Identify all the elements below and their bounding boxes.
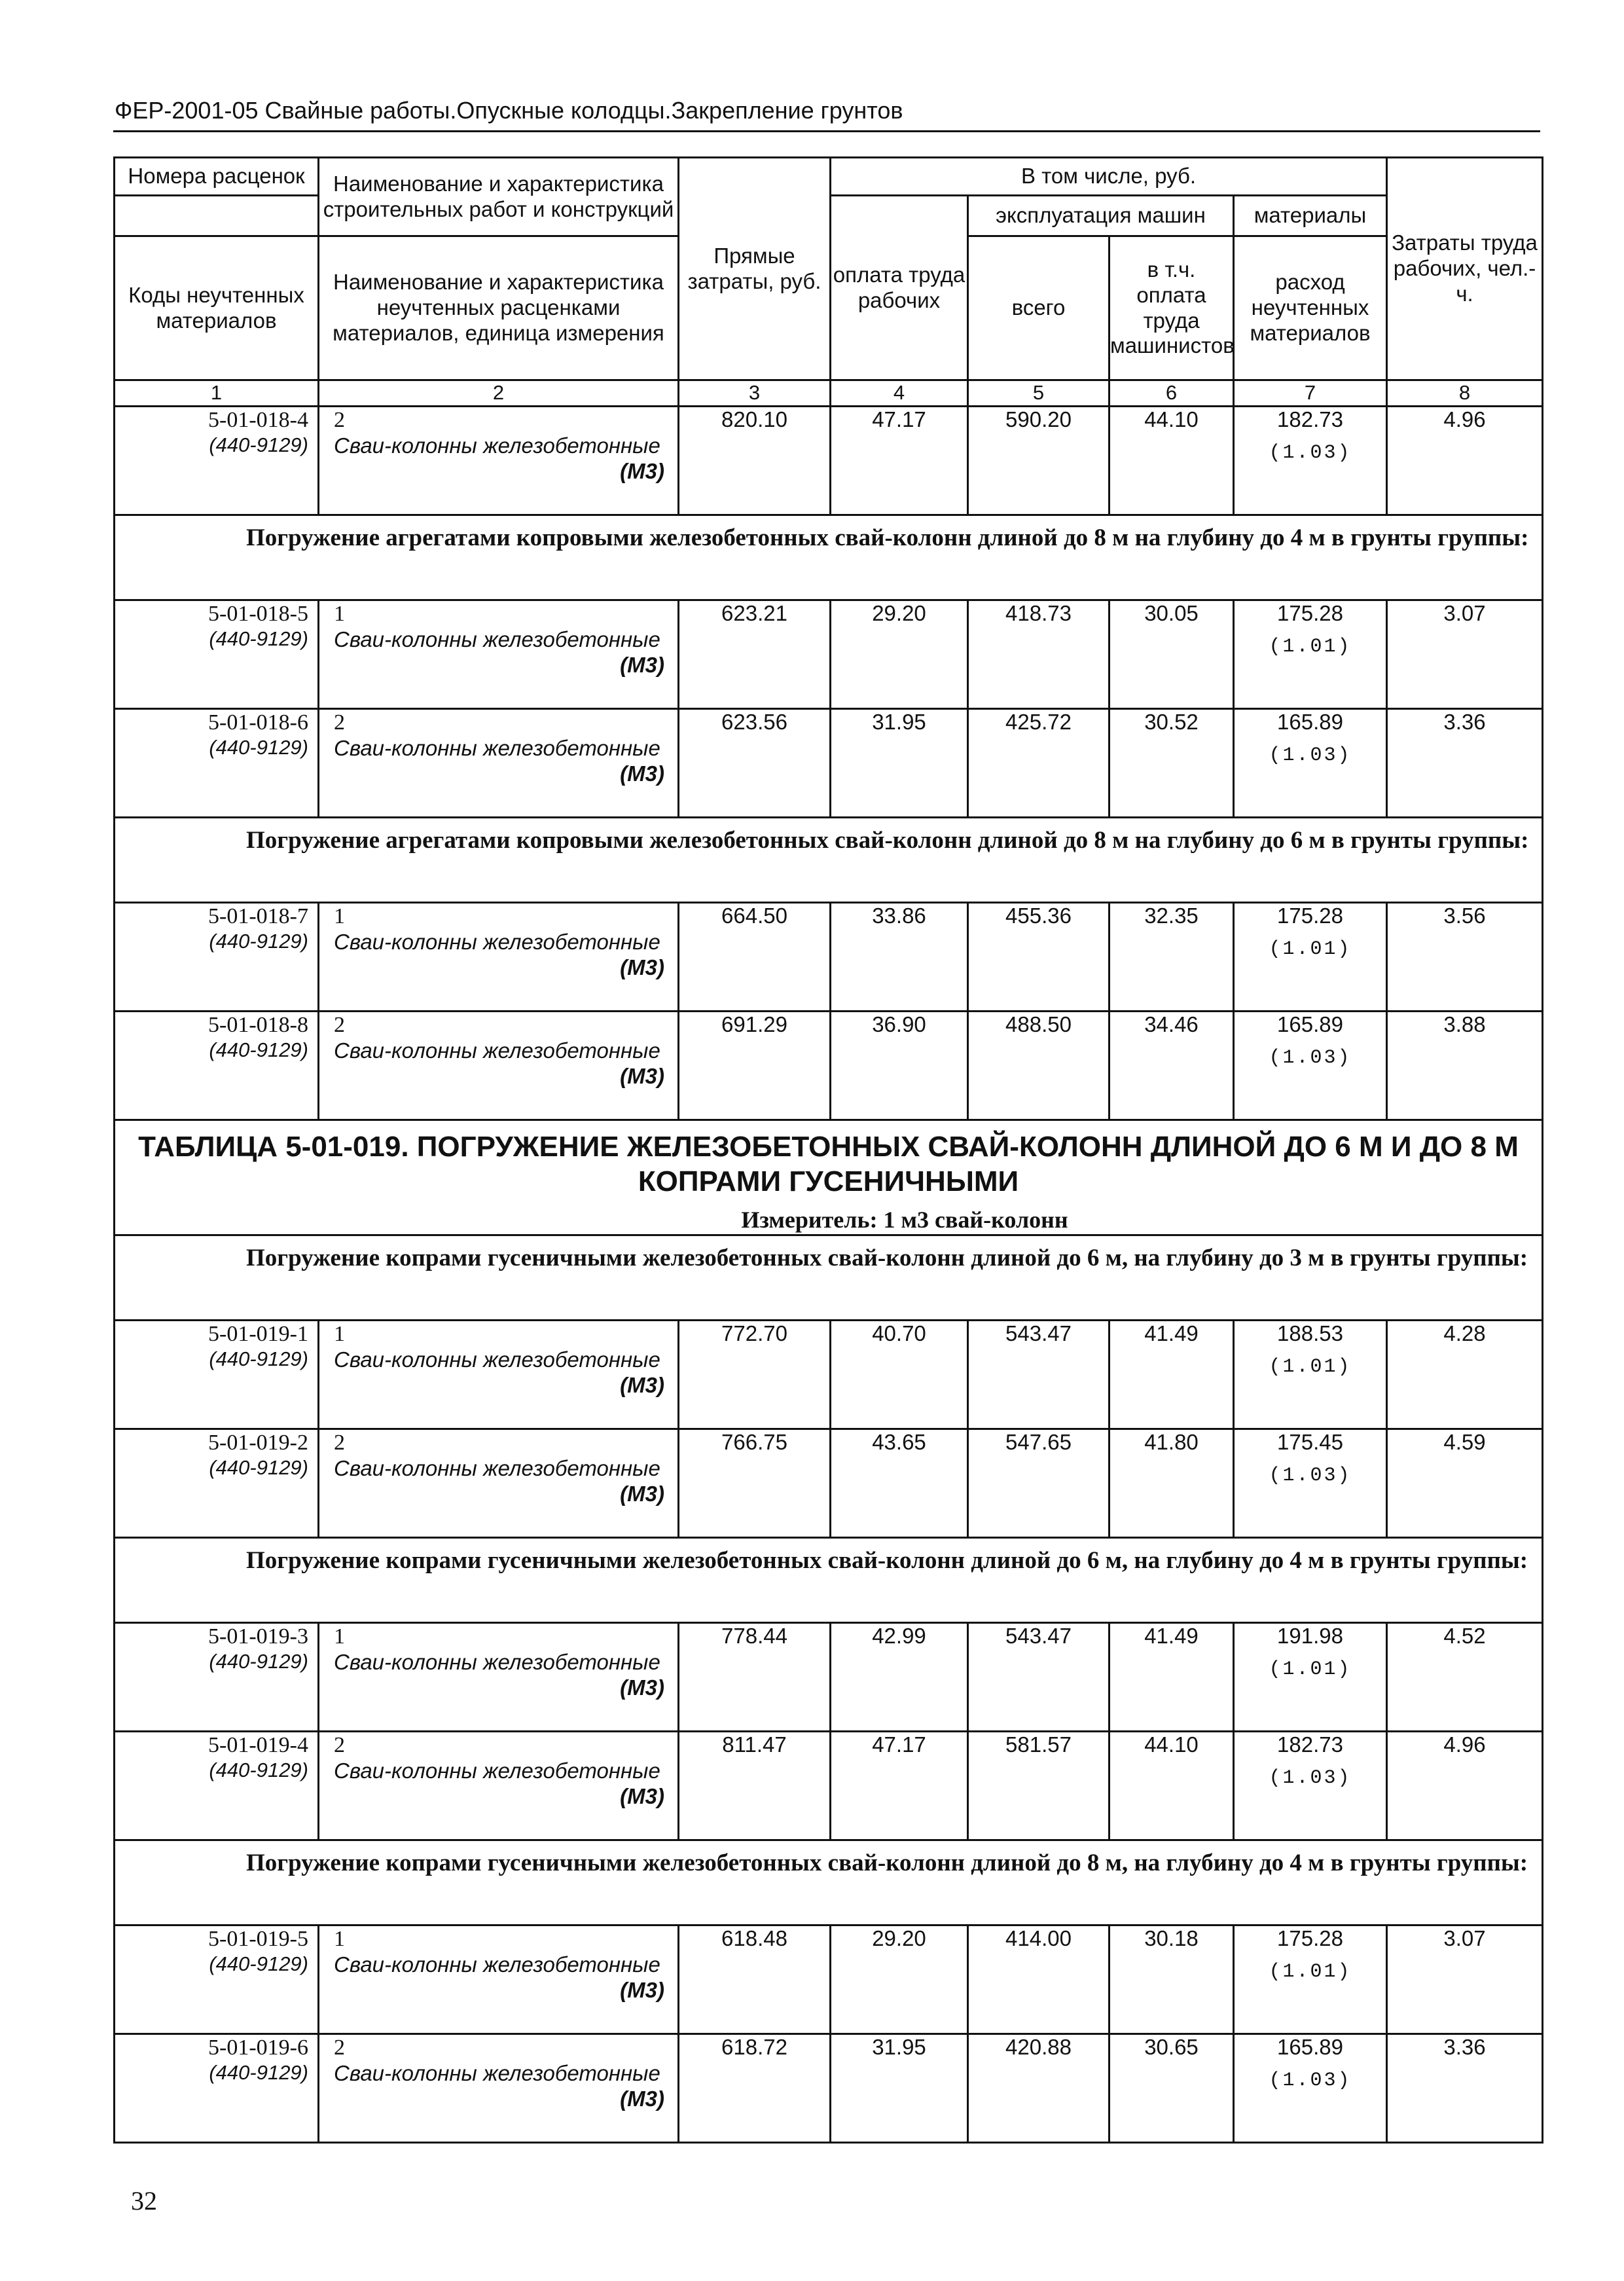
head-material-names: Наименование и характеристика неучтенных расценками материалов, единица измерения — [319, 236, 679, 380]
machinist-cost: 30.05 — [1110, 600, 1234, 709]
direct-cost: 623.56 — [679, 709, 831, 818]
material-coef: (1.03) — [1269, 1766, 1352, 1789]
material-code: (440-9129) — [209, 930, 308, 953]
material-name: Сваи-колонны железобетонные — [334, 736, 660, 761]
material-name: Сваи-колонны железобетонные — [334, 627, 660, 652]
machinist-cost: 41.80 — [1110, 1429, 1234, 1537]
machine-cost: 543.47 — [968, 1320, 1110, 1429]
table-row — [115, 1622, 1543, 1731]
soil-group: 2 — [334, 1430, 345, 1455]
machinist-cost: 41.49 — [1110, 1622, 1234, 1731]
direct-cost: 766.75 — [679, 1429, 831, 1537]
direct-cost: 811.47 — [679, 1731, 831, 1840]
table-title-line2: КОПРАМИ ГУСЕНИЧНЫМИ — [638, 1165, 1019, 1197]
machinist-cost: 44.10 — [1110, 1731, 1234, 1840]
unit: (М3) — [620, 955, 664, 980]
measure-line — [115, 1206, 1542, 1234]
col-number: 6 — [1110, 380, 1234, 407]
labor-cost: 43.65 — [831, 1429, 968, 1537]
labor-cost: 29.20 — [831, 1925, 968, 2034]
page-number: 32 — [131, 2186, 157, 2216]
col-number: 5 — [968, 380, 1110, 407]
header-rule — [113, 130, 1540, 132]
machine-cost: 414.00 — [968, 1925, 1110, 2034]
table-row — [115, 1731, 1543, 1840]
materials-cost: 175.28 — [1277, 1925, 1343, 1950]
price-code: 5-01-019-2 — [208, 1430, 308, 1455]
material-coef: (1.01) — [1269, 635, 1352, 658]
price-code-cell — [115, 407, 319, 515]
soil-group: 1 — [334, 1321, 345, 1346]
direct-cost: 772.70 — [679, 1320, 831, 1429]
machine-cost: 581.57 — [968, 1731, 1110, 1840]
col-number: 1 — [115, 380, 319, 407]
material-code: (440-9129) — [209, 736, 308, 759]
material-name: Сваи-колонны железобетонные — [334, 1455, 660, 1480]
machinist-cost: 30.65 — [1110, 2034, 1234, 2142]
price-code-cell — [115, 1622, 319, 1731]
name-cell — [319, 709, 679, 818]
material-coef: (1.03) — [1269, 441, 1352, 464]
price-code: 5-01-018-6 — [208, 710, 308, 735]
material-name: Сваи-колонны железобетонные — [334, 2060, 660, 2085]
unit: (М3) — [620, 1675, 664, 1700]
col-number: 2 — [319, 380, 679, 407]
materials-cost: 182.73 — [1277, 407, 1343, 431]
name-cell — [319, 903, 679, 1012]
head-name: Наименование и характеристика строительных работ и конструкций — [319, 158, 679, 236]
labor-hours: 3.07 — [1387, 1925, 1543, 2034]
price-table — [113, 156, 1543, 2144]
machinist-cost: 30.18 — [1110, 1925, 1234, 2034]
machine-cost: 590.20 — [968, 407, 1110, 515]
machine-cost: 418.73 — [968, 600, 1110, 709]
unit: (М3) — [620, 2086, 664, 2111]
machine-cost: 543.47 — [968, 1622, 1110, 1731]
material-code: (440-9129) — [209, 1347, 308, 1370]
materials-cell — [1234, 1320, 1387, 1429]
materials-cell — [1234, 407, 1387, 515]
material-coef: (1.03) — [1269, 744, 1352, 767]
name-cell — [319, 1731, 679, 1840]
labor-hours: 4.96 — [1387, 407, 1543, 515]
soil-group: 1 — [334, 1926, 345, 1951]
machine-cost: 420.88 — [968, 2034, 1110, 2142]
head-machines-total: всего — [968, 236, 1110, 380]
materials-cell — [1234, 709, 1387, 818]
col-number: 7 — [1234, 380, 1387, 407]
labor-hours: 4.59 — [1387, 1429, 1543, 1537]
material-code: (440-9129) — [209, 1038, 308, 1062]
materials-cell — [1234, 903, 1387, 1012]
section-heading: Погружение копрами гусеничными железобетонных свай-колонн длиной до 6 м, на глубину до 3 м в грунты группы: — [115, 1235, 1543, 1320]
price-code-cell — [115, 1012, 319, 1120]
labor-cost: 29.20 — [831, 600, 968, 709]
soil-group: 2 — [334, 1732, 345, 1757]
unit: (М3) — [620, 459, 664, 484]
price-code: 5-01-019-5 — [208, 1926, 308, 1951]
price-code-cell — [115, 1731, 319, 1840]
table-row — [115, 2034, 1543, 2142]
name-cell — [319, 407, 679, 515]
price-code: 5-01-018-8 — [208, 1013, 308, 1037]
machine-cost: 455.36 — [968, 903, 1110, 1012]
labor-hours: 4.96 — [1387, 1731, 1543, 1840]
price-code-cell — [115, 709, 319, 818]
price-code-cell — [115, 1925, 319, 2034]
col-number: 8 — [1387, 380, 1543, 407]
head-material-codes: Коды неучтенных материалов — [115, 236, 319, 380]
machine-cost: 425.72 — [968, 709, 1110, 818]
direct-cost: 820.10 — [679, 407, 831, 515]
material-code: (440-9129) — [209, 627, 308, 651]
materials-cost: 175.45 — [1277, 1429, 1343, 1454]
material-code: (440-9129) — [209, 1952, 308, 1975]
head-labor: оплата труда рабочих — [831, 196, 968, 380]
labor-cost: 36.90 — [831, 1012, 968, 1120]
head-direct: Прямые затраты, руб. — [679, 158, 831, 380]
section-heading: Погружение агрегатами копровыми железобетонных свай-колонн длиной до 8 м на глубину до 4 м в грунты группы: — [115, 515, 1543, 600]
labor-hours: 3.36 — [1387, 709, 1543, 818]
machinist-cost: 32.35 — [1110, 903, 1234, 1012]
materials-cost: 188.53 — [1277, 1321, 1343, 1345]
materials-cost: 175.28 — [1277, 903, 1343, 928]
table-row — [115, 709, 1543, 818]
machinist-cost: 34.46 — [1110, 1012, 1234, 1120]
machinist-cost: 44.10 — [1110, 407, 1234, 515]
table-row — [115, 1012, 1543, 1120]
material-code: (440-9129) — [209, 1649, 308, 1673]
materials-cell — [1234, 600, 1387, 709]
measure-value: 1 м3 свай-колонн — [883, 1206, 1068, 1233]
table-row — [115, 1320, 1543, 1429]
material-code: (440-9129) — [209, 433, 308, 457]
material-name: Сваи-колонны железобетонные — [334, 1952, 660, 1977]
direct-cost: 664.50 — [679, 903, 831, 1012]
material-coef: (1.01) — [1269, 1355, 1352, 1378]
labor-cost: 47.17 — [831, 407, 968, 515]
labor-hours: 4.52 — [1387, 1622, 1543, 1731]
labor-hours: 3.56 — [1387, 903, 1543, 1012]
material-name: Сваи-колонны железобетонные — [334, 1038, 660, 1063]
price-code-cell — [115, 1429, 319, 1537]
labor-cost: 31.95 — [831, 709, 968, 818]
unit: (М3) — [620, 653, 664, 678]
soil-group: 2 — [334, 710, 345, 735]
machine-cost: 488.50 — [968, 1012, 1110, 1120]
material-name: Сваи-колонны железобетонные — [334, 1649, 660, 1674]
col-number: 4 — [831, 380, 968, 407]
name-cell — [319, 1622, 679, 1731]
labor-cost: 33.86 — [831, 903, 968, 1012]
section-heading: Погружение копрами гусеничными железобетонных свай-колонн длиной до 8 м, на глубину до 4 м в грунты группы: — [115, 1840, 1543, 1925]
soil-group: 2 — [334, 408, 345, 432]
name-cell — [319, 2034, 679, 2142]
machinist-cost: 30.52 — [1110, 709, 1234, 818]
labor-hours: 3.88 — [1387, 1012, 1543, 1120]
price-code-cell — [115, 1320, 319, 1429]
materials-cost: 182.73 — [1277, 1732, 1343, 1757]
materials-cost: 165.89 — [1277, 1012, 1343, 1036]
material-code: (440-9129) — [209, 1758, 308, 1781]
material-name: Сваи-колонны железобетонные — [334, 1758, 660, 1783]
direct-cost: 623.21 — [679, 600, 831, 709]
labor-cost: 40.70 — [831, 1320, 968, 1429]
price-code: 5-01-018-4 — [208, 408, 308, 432]
head-incl: В том числе, руб. — [831, 158, 1387, 196]
head-hours: Затраты труда рабочих, чел.-ч. — [1387, 158, 1543, 380]
material-code: (440-9129) — [209, 1455, 308, 1479]
materials-cell — [1234, 1925, 1387, 2034]
name-cell — [319, 1925, 679, 2034]
price-code-cell — [115, 2034, 319, 2142]
material-code: (440-9129) — [209, 2060, 308, 2084]
material-coef: (1.01) — [1269, 1960, 1352, 1983]
machine-cost: 547.65 — [968, 1429, 1110, 1537]
price-code-cell — [115, 903, 319, 1012]
table-row — [115, 1925, 1543, 2034]
labor-cost: 42.99 — [831, 1622, 968, 1731]
unit: (М3) — [620, 1372, 664, 1397]
labor-hours: 4.28 — [1387, 1320, 1543, 1429]
material-coef: (1.03) — [1269, 1046, 1352, 1069]
price-code-cell — [115, 600, 319, 709]
materials-cell — [1234, 1429, 1387, 1537]
labor-hours: 3.07 — [1387, 600, 1543, 709]
head-materials-use: расход неучтенных материалов — [1234, 236, 1387, 380]
materials-cell — [1234, 1622, 1387, 1731]
head-materials: материалы — [1234, 196, 1387, 236]
materials-cost: 191.98 — [1277, 1623, 1343, 1648]
materials-cost: 165.89 — [1277, 710, 1343, 734]
table-row — [115, 1429, 1543, 1537]
section-heading: Погружение копрами гусеничными железобетонных свай-колонн длиной до 6 м, на глубину до 4 м в грунты группы: — [115, 1537, 1543, 1622]
head-codes: Номера расценок — [115, 158, 319, 196]
direct-cost: 691.29 — [679, 1012, 831, 1120]
name-cell — [319, 1012, 679, 1120]
name-cell — [319, 600, 679, 709]
unit: (М3) — [620, 1064, 664, 1089]
name-cell — [319, 1429, 679, 1537]
head-codes-spacer — [115, 196, 319, 236]
machinist-cost: 41.49 — [1110, 1320, 1234, 1429]
material-name: Сваи-колонны железобетонные — [334, 1347, 660, 1372]
labor-cost: 47.17 — [831, 1731, 968, 1840]
direct-cost: 618.72 — [679, 2034, 831, 2142]
head-machines: эксплуатация машин — [968, 196, 1234, 236]
name-cell — [319, 1320, 679, 1429]
page-header: ФЕР-2001-05 Свайные работы.Опускные колодцы.Закрепление грунтов — [115, 97, 903, 124]
soil-group: 1 — [334, 1624, 345, 1649]
price-code: 5-01-019-6 — [208, 2035, 308, 2060]
price-code: 5-01-019-4 — [208, 1732, 308, 1757]
section-heading: Погружение агрегатами копровыми железобетонных свай-колонн длиной до 8 м на глубину до 6 м в грунты группы: — [115, 818, 1543, 903]
material-coef: (1.03) — [1269, 2069, 1352, 2092]
measure-label: Измеритель: — [741, 1206, 884, 1233]
price-code: 5-01-018-5 — [208, 602, 308, 626]
soil-group: 1 — [334, 602, 345, 626]
unit: (М3) — [620, 1481, 664, 1506]
materials-cost: 165.89 — [1277, 2034, 1343, 2059]
head-machinists: в т.ч. оплата труда машинистов — [1110, 236, 1234, 380]
labor-hours: 3.36 — [1387, 2034, 1543, 2142]
price-code: 5-01-019-3 — [208, 1624, 308, 1649]
labor-cost: 31.95 — [831, 2034, 968, 2142]
material-coef: (1.01) — [1269, 938, 1352, 960]
table-row — [115, 600, 1543, 709]
table-row — [115, 903, 1543, 1012]
materials-cost: 175.28 — [1277, 601, 1343, 625]
unit: (М3) — [620, 761, 664, 786]
direct-cost: 618.48 — [679, 1925, 831, 2034]
direct-cost: 778.44 — [679, 1622, 831, 1731]
unit: (М3) — [620, 1977, 664, 2002]
materials-cell — [1234, 1012, 1387, 1120]
material-name: Сваи-колонны железобетонные — [334, 930, 660, 955]
soil-group: 1 — [334, 904, 345, 928]
soil-group: 2 — [334, 1013, 345, 1037]
price-code: 5-01-018-7 — [208, 904, 308, 928]
materials-cell — [1234, 2034, 1387, 2142]
col-number: 3 — [679, 380, 831, 407]
table-row — [115, 407, 1543, 515]
material-coef: (1.01) — [1269, 1658, 1352, 1681]
table-title-cell — [115, 1120, 1543, 1235]
material-name: Сваи-колонны железобетонные — [334, 433, 660, 458]
materials-cell — [1234, 1731, 1387, 1840]
material-coef: (1.03) — [1269, 1464, 1352, 1487]
soil-group: 2 — [334, 2035, 345, 2060]
unit: (М3) — [620, 1783, 664, 1808]
table-title-line1: ТАБЛИЦА 5-01-019. ПОГРУЖЕНИЕ ЖЕЛЕЗОБЕТОННЫХ СВАЙ-КОЛОНН ДЛИНОЙ ДО 6 М И ДО 8 М — [138, 1131, 1519, 1163]
price-code: 5-01-019-1 — [208, 1321, 308, 1346]
